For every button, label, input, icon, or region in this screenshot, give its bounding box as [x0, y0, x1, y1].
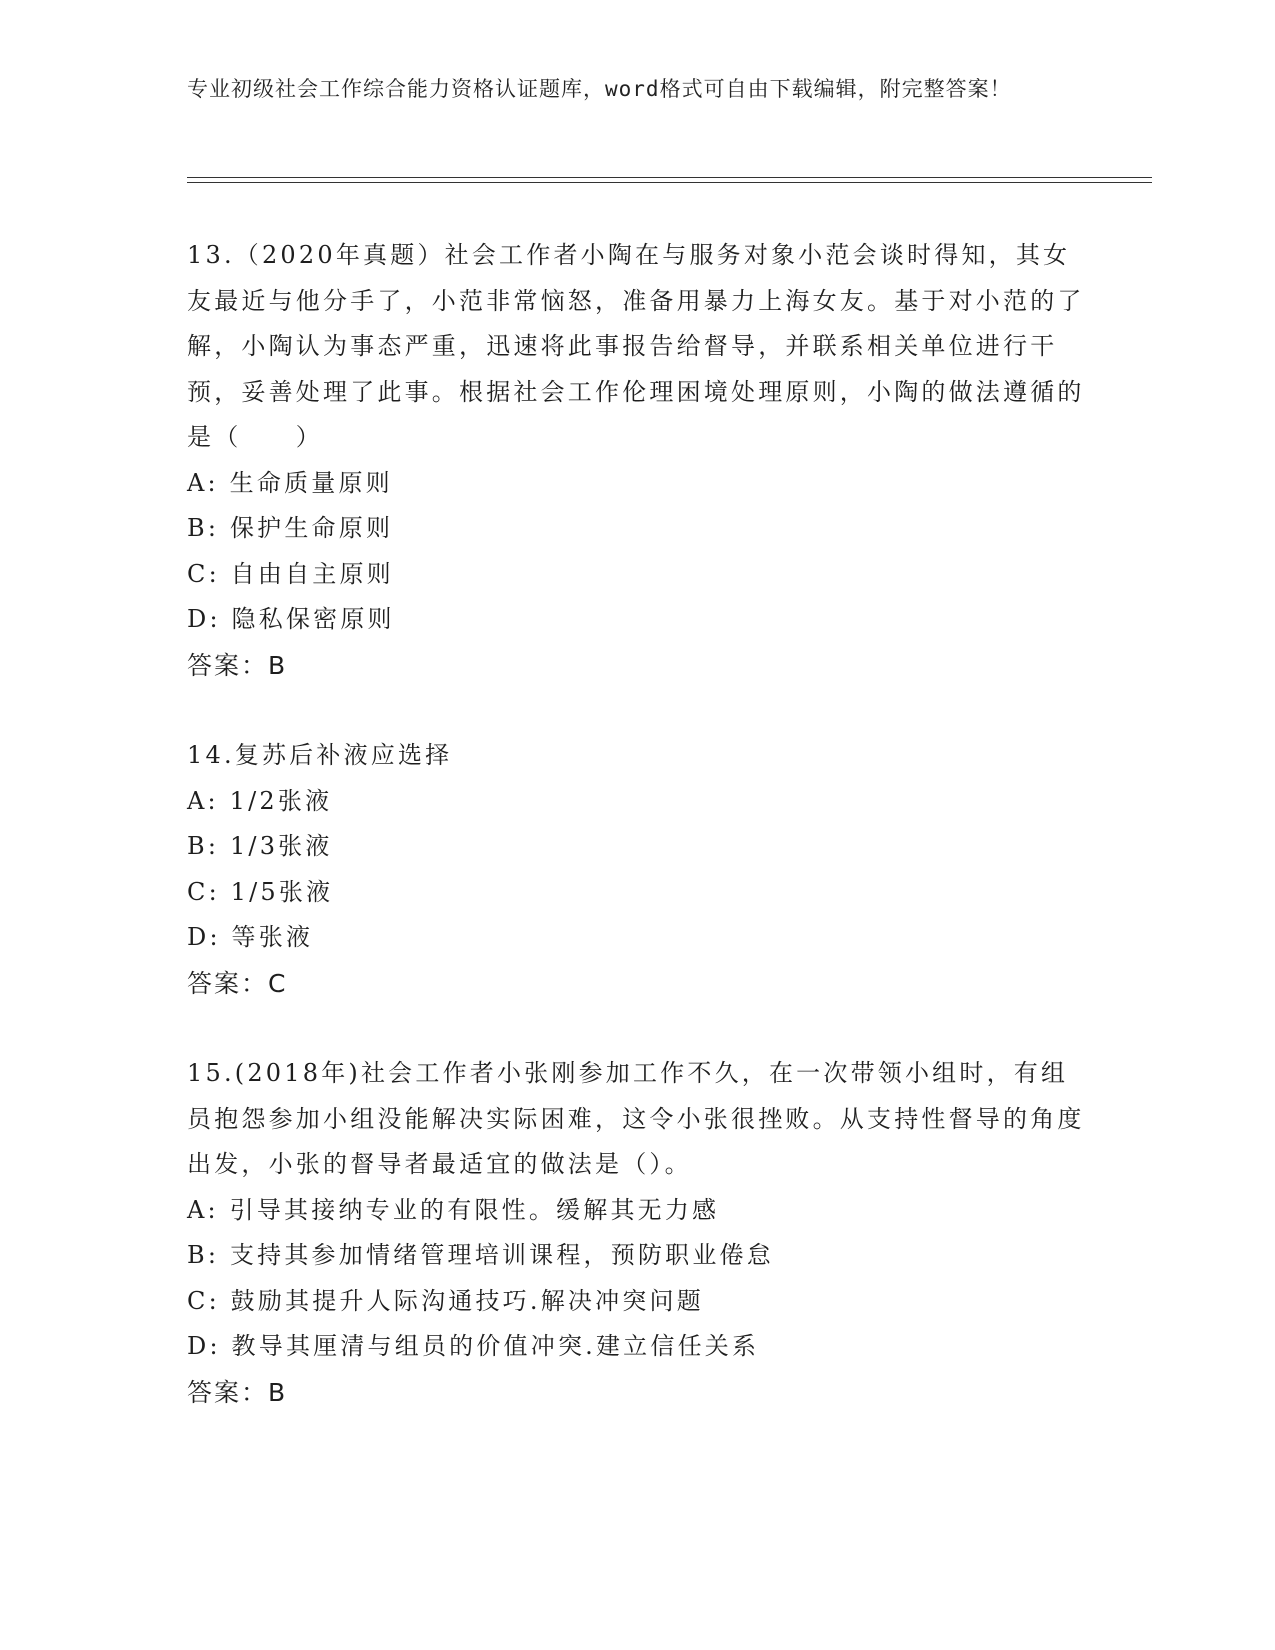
option-a: A: 1/2张液	[187, 786, 333, 815]
option-b: B: 保护生命原则	[187, 514, 394, 542]
question-stem: 14.复苏后补液应选择	[187, 741, 453, 769]
answer-line: 答案：B	[187, 1377, 288, 1407]
question-14	[187, 733, 1087, 1006]
option-a: A: 生命质量原则	[187, 468, 393, 497]
header-divider-top	[187, 177, 1152, 178]
option-d: D: 隐私保密原则	[187, 605, 395, 633]
option-c: C: 鼓励其提升人际沟通技巧.解决冲突问题	[187, 1286, 704, 1315]
option-d: D: 教导其厘清与组员的价值冲突.建立信任关系	[187, 1332, 760, 1360]
question-15	[187, 1051, 1087, 1415]
option-c: C: 1/5张液	[187, 877, 334, 906]
option-b: B: 支持其参加情绪管理培训课程，预防职业倦怠	[187, 1241, 774, 1269]
option-b: B: 1/3张液	[187, 832, 333, 860]
header-divider-bottom	[187, 182, 1152, 183]
question-stem: 13.（2020年真题）社会工作者小陶在与服务对象小范会谈时得知，其女友最近与他分手了，小范非常恼怒，准备用暴力上海女友。基于对小范的了解，小陶认为事态严重，迅速将此事报告给督导，并联系相关单位进行干预，妥善处理了此事。根据社会工作伦理困境处理原则，小陶的做法遵循的是（ ）	[187, 241, 1085, 451]
option-c: C: 自由自主原则	[187, 559, 394, 588]
question-13	[187, 233, 1087, 688]
answer-line: 答案：B	[187, 650, 288, 680]
option-d: D: 等张液	[187, 923, 314, 951]
document-header: 专业初级社会工作综合能力资格认证题库，word格式可自由下载编辑，附完整答案！	[187, 77, 1012, 101]
question-stem: 15.(2018年)社会工作者小张刚参加工作不久，在一次带领小组时，有组员抱怨参加小组没能解决实际困难，这令小张很挫败。从支持性督导的角度出发，小张的督导者最适宜的做法是（）。	[187, 1059, 1085, 1178]
option-a: A: 引导其接纳专业的有限性。缓解其无力感	[187, 1195, 720, 1224]
answer-line: 答案：C	[187, 968, 288, 998]
